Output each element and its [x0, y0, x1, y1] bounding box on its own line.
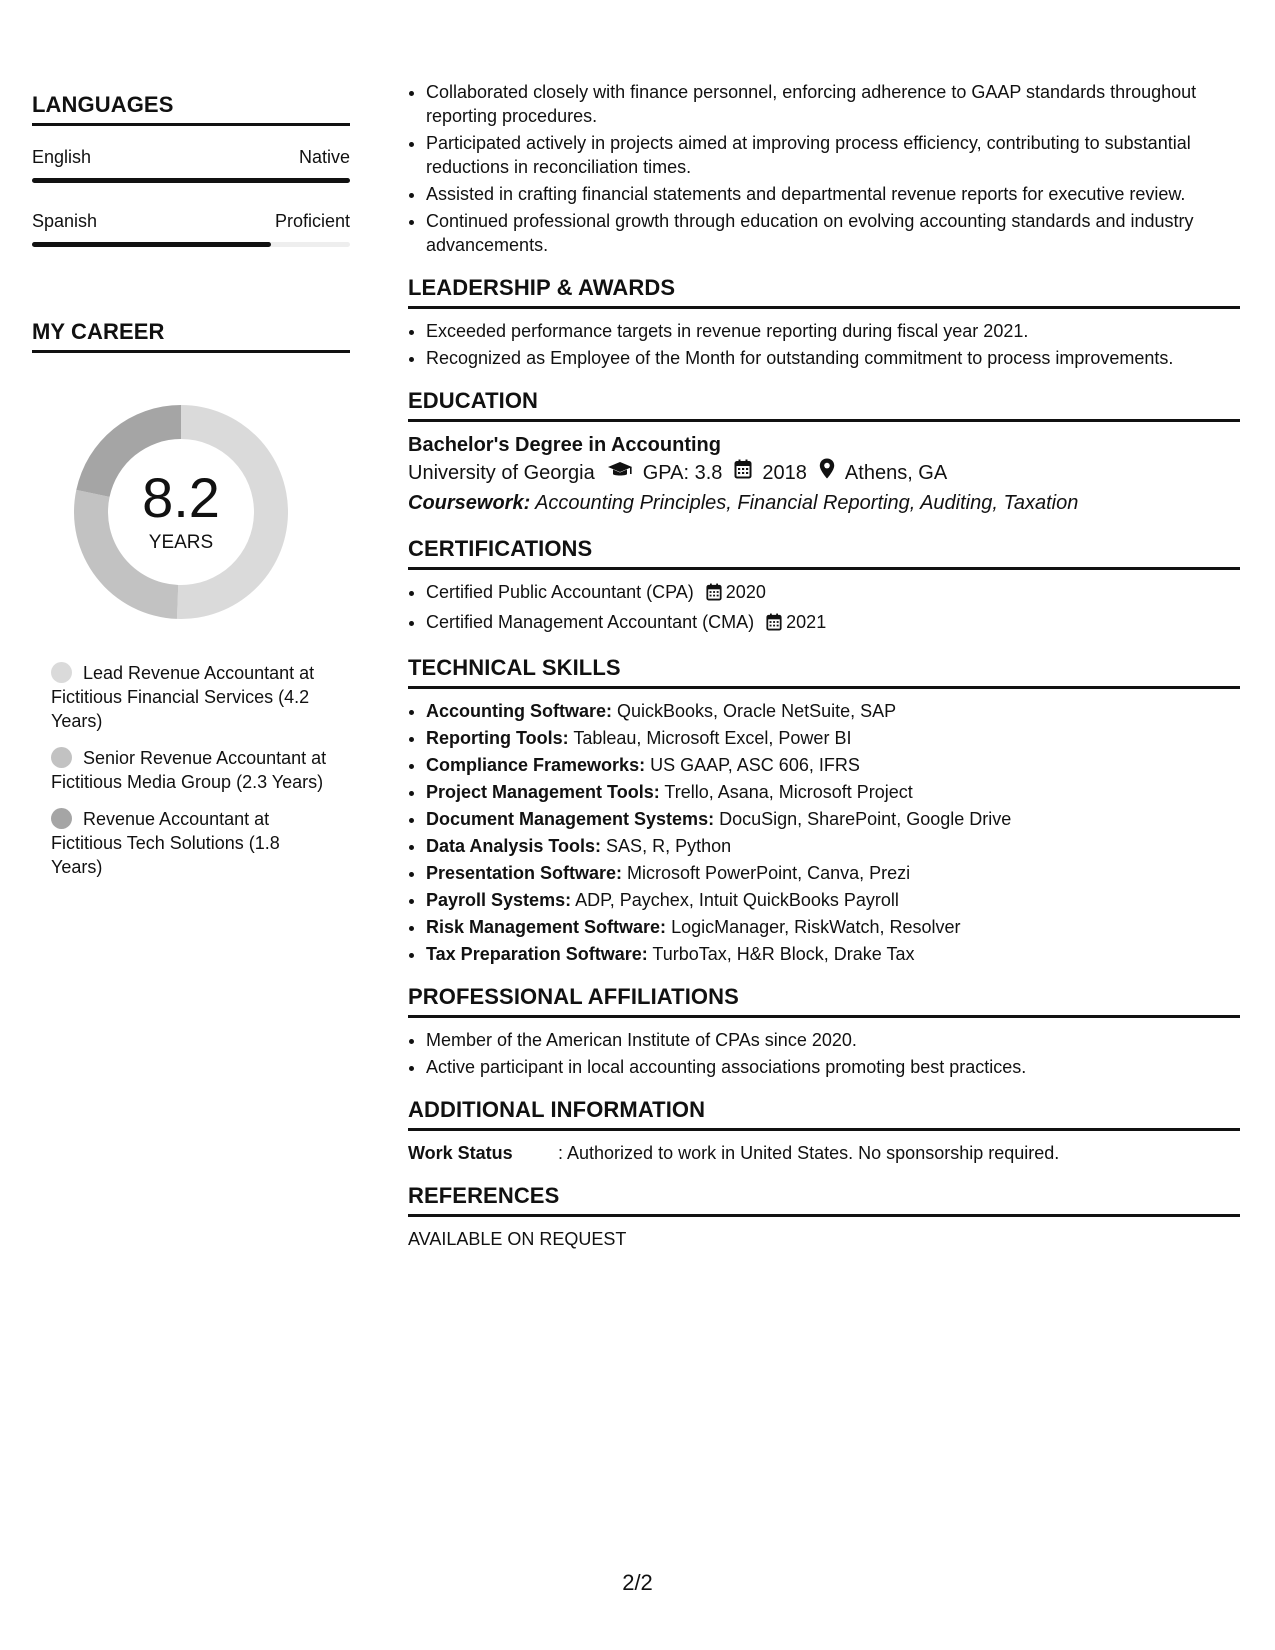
- languages-title: LANGUAGES: [32, 92, 350, 126]
- skill-label: Project Management Tools:: [426, 782, 660, 802]
- affiliations-section: [408, 984, 1240, 1079]
- certifications-section: [408, 536, 1240, 637]
- skill-item: [426, 753, 1240, 777]
- education-title: EDUCATION: [408, 388, 1240, 422]
- language-name: Spanish: [32, 211, 98, 231]
- skill-label: Compliance Frameworks:: [426, 755, 646, 775]
- language-bar-fill: [32, 242, 271, 247]
- skill-label: Tax Preparation Software:: [426, 944, 648, 964]
- skill-label: Reporting Tools:: [426, 728, 569, 748]
- work-status-label: Work Status: [408, 1143, 513, 1163]
- career-total-unit: YEARS: [148, 532, 214, 553]
- career-entry-text: Revenue Accountant at Fictitious Tech Solutions (1.8 Years): [51, 809, 280, 877]
- language-name: English: [32, 147, 92, 167]
- career-title: MY CAREER: [32, 319, 350, 353]
- language-bar: [32, 242, 350, 247]
- skill-item: [426, 726, 1240, 750]
- skills-list: [408, 699, 1240, 966]
- skills-section: [408, 655, 1240, 966]
- donut-center: [66, 397, 296, 627]
- education-gpa: GPA: 3.8: [642, 462, 723, 484]
- right-column: [408, 80, 1240, 1251]
- skill-value: Trello, Asana, Microsoft Project: [659, 782, 913, 802]
- education-location: Athens, GA: [844, 462, 948, 484]
- career-total-years: 8.2: [142, 466, 220, 529]
- work-status-row: [408, 1141, 1240, 1165]
- skill-item: [426, 807, 1240, 831]
- coursework-label: Coursework:: [408, 492, 531, 514]
- additional-title: ADDITIONAL INFORMATION: [408, 1097, 1240, 1131]
- calendar-icon: [734, 458, 752, 488]
- map-pin-icon: [819, 458, 835, 488]
- skill-value: LogicManager, RiskWatch, Resolver: [666, 917, 961, 937]
- skill-label: Accounting Software:: [426, 701, 613, 721]
- skill-label: Presentation Software:: [426, 863, 623, 883]
- language-item: [32, 210, 350, 247]
- career-entry-text: Senior Revenue Accountant at Fictitious Media Group (2.3 Years): [51, 748, 327, 792]
- skill-label: Document Management Systems:: [426, 809, 715, 829]
- affiliation-item: • Member of the American Institute of CPAs since 2020.: [426, 1028, 1240, 1052]
- legend-dot: [51, 747, 72, 768]
- experience-bullet: • Participated actively in projects aimed at improving process efficiency, contributing to substantial reductions in reconciliation times.: [426, 131, 1240, 179]
- career-legend-item: [51, 746, 332, 794]
- skill-item: [426, 861, 1240, 885]
- education-school: University of Georgia: [408, 462, 595, 484]
- career-entry-text: Lead Revenue Accountant at Fictitious Financial Services (4.2 Years): [51, 663, 315, 731]
- certification-year: 2021: [786, 612, 827, 632]
- skills-title: TECHNICAL SKILLS: [408, 655, 1240, 689]
- certification-item: [426, 610, 1240, 637]
- references-section: [408, 1183, 1240, 1251]
- references-text: AVAILABLE ON REQUEST: [408, 1229, 627, 1249]
- language-level: Proficient: [274, 211, 350, 231]
- graduation-cap-icon: [607, 458, 633, 488]
- skill-value: SAS, R, Python: [601, 836, 732, 856]
- certification-item: [426, 580, 1240, 607]
- certification-year: 2020: [725, 582, 766, 602]
- education-section: [408, 388, 1240, 518]
- education-coursework: [408, 488, 1240, 518]
- education-year: 2018: [762, 462, 807, 484]
- skill-label: Payroll Systems:: [426, 890, 572, 910]
- skill-value: Tableau, Microsoft Excel, Power BI: [568, 728, 852, 748]
- experience-bullet: • Collaborated closely with finance personnel, enforcing adherence to GAAP standards throughout reporting procedures.: [426, 80, 1240, 128]
- career-legend-item: [51, 807, 332, 879]
- additional-section: [408, 1097, 1240, 1165]
- experience-bullet: • Assisted in crafting financial statements and departmental revenue reports for executive review.: [426, 182, 1240, 206]
- skill-value: Microsoft PowerPoint, Canva, Prezi: [622, 863, 911, 883]
- affiliations-title: PROFESSIONAL AFFILIATIONS: [408, 984, 1240, 1018]
- certification-name: Certified Management Accountant (CMA): [426, 612, 755, 632]
- leadership-item: • Recognized as Employee of the Month for outstanding commitment to process improvements.: [426, 346, 1240, 370]
- skill-label: Risk Management Software:: [426, 917, 667, 937]
- leadership-title: LEADERSHIP & AWARDS: [408, 275, 1240, 309]
- language-bar-fill: [32, 178, 350, 183]
- career-legend-item: [51, 661, 332, 733]
- calendar-icon: [706, 583, 722, 607]
- language-level: Native: [298, 147, 350, 167]
- skill-item: [426, 942, 1240, 966]
- skill-value: QuickBooks, Oracle NetSuite, SAP: [612, 701, 897, 721]
- language-item: [32, 146, 350, 183]
- skill-value: DocuSign, SharePoint, Google Drive: [714, 809, 1012, 829]
- career-legend: [32, 661, 350, 879]
- coursework-list: Accounting Principles, Financial Reporting, Auditing, Taxation: [530, 492, 1079, 514]
- skill-label: Data Analysis Tools:: [426, 836, 602, 856]
- page-number: 2/2: [622, 1570, 653, 1595]
- skill-item: [426, 780, 1240, 804]
- affiliation-item: • Active participant in local accounting associations promoting best practices.: [426, 1055, 1240, 1079]
- leadership-item: • Exceeded performance targets in revenue reporting during fiscal year 2021.: [426, 319, 1240, 343]
- legend-dot: [51, 808, 72, 829]
- work-status-value: : Authorized to work in United States. No sponsorship required.: [558, 1143, 1060, 1163]
- skill-item: [426, 915, 1240, 939]
- education-details: [408, 458, 1240, 488]
- skill-item: [426, 888, 1240, 912]
- skill-item: [426, 699, 1240, 723]
- certification-name: Certified Public Accountant (CPA): [426, 582, 694, 602]
- calendar-icon: [766, 613, 782, 637]
- references-title: REFERENCES: [408, 1183, 1240, 1217]
- education-degree: Bachelor's Degree in Accounting: [408, 434, 721, 456]
- experience-bullet: • Continued professional growth through education on evolving accounting standards and industry advancements.: [426, 209, 1240, 257]
- certifications-title: CERTIFICATIONS: [408, 536, 1240, 570]
- skill-value: TurboTax, H&R Block, Drake Tax: [647, 944, 915, 964]
- legend-dot: [51, 662, 72, 683]
- career-donut-chart: [66, 397, 296, 627]
- left-column: [32, 92, 350, 892]
- skill-item: [426, 834, 1240, 858]
- experience-bullets: [408, 80, 1240, 257]
- leadership-section: [408, 275, 1240, 370]
- language-bar: [32, 178, 350, 183]
- skill-value: US GAAP, ASC 606, IFRS: [645, 755, 860, 775]
- skill-value: ADP, Paychex, Intuit QuickBooks Payroll: [571, 890, 899, 910]
